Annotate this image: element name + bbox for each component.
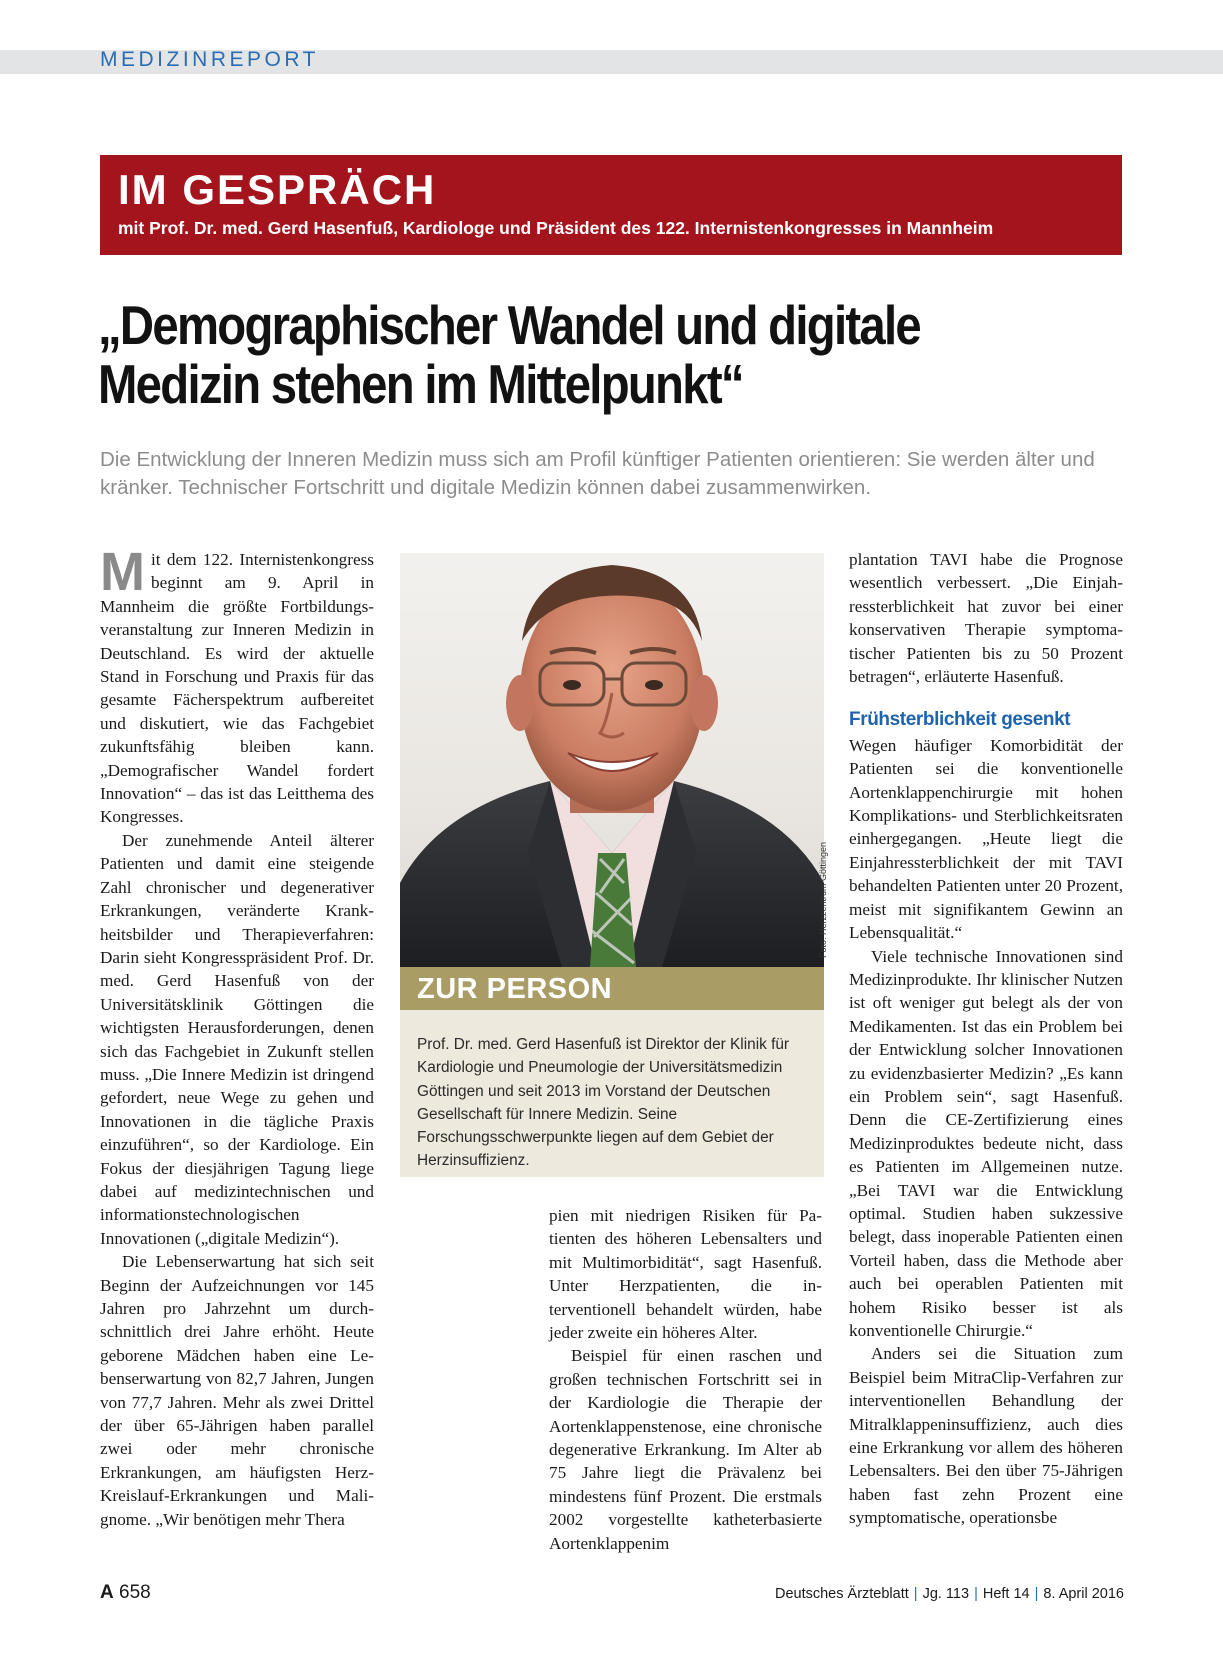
section-label: MEDIZINREPORT — [100, 48, 319, 71]
issue-date: 8. April 2016 — [1043, 1586, 1124, 1602]
person-box-text: Prof. Dr. med. Gerd Hasenfuß ist Direktor der Klinik für Kardiologie und Pneumologie der Universitätsmedizin Göttingen und seit 2013 im Vorstand der Deutschen Gesellschaft für Innere Medizin. Seine Forschungsschwerpunkte liegen auf dem Gebiet der Herzinsuffizienz. — [417, 1036, 790, 1170]
paragraph: Anders sei die Situation zum Beispiel beim MitraClip-Verfahren zur interventionellen Behandlung der Mitralklappeninsuffizienz, auch dies eine Erkrankung vor allem des höheren Lebensalters. Bei den über 75-Jährigen haben fast zehn Prozent eine symptomatische, operationsbe — [849, 1344, 1123, 1528]
headline-line-2: Medizin stehen im Mittelpunkt“ — [98, 353, 743, 416]
paragraph: Die Lebenserwartung hat sich seit Beginn der Aufzeichnungen vor 145 Jahren pro Jahrzehnt um durchschnittlich drei Jahre erhöht. Heute geborene Mädchen haben eine Lebenserwartung von 82,7 Jahren, Jungen von 77,7 Jahren. Mehr als zwei Drittel der über 65-Jährigen haben parallel zwei oder mehr chronische Erkrankungen, am häufigsten Herz-Kreislauf-Erkrankungen und Malignome. „Wir benötigen mehr Thera — [100, 1252, 374, 1529]
paragraph: Der zunehmende Anteil älterer Patienten und damit eine steigende Zahl chronischer und degenerativer Erkrankungen, veränderte Krankheitsbilder und Therapieverfahren: Darin sieht Kongresspräsident Prof. Dr. med. Gerd Hasenfuß von der Universitätsklinik Göttingen die wichtigsten Herausforderungen, denen sich das Fachgebiet in Zukunft stellen muss. „Die Innere Medizin ist dringend gefordert, neue Wege zu gehen und Innovationen in die tägliche Praxis einzuführen“, so der Kardiologe. Ein Fokus der diesjährigen Tagung liege dabei auf medizintechnischen und informationstechnologischen Innovationen („digitale Medizin“). — [100, 830, 374, 1248]
portrait-photo — [400, 553, 824, 967]
paragraph: plantation TAVI habe die Prognose wesentlich verbessert. „Die Einjahressterblichkeit hat zuvor bei einer konservativen Therapie symptomatischer Patienten bis zu 50 Prozent betragen“, erläuterte Hasenfuß. — [849, 550, 1123, 687]
footer-citation — [775, 1586, 1124, 1602]
divider: | — [974, 1586, 978, 1602]
person-info-box — [400, 967, 824, 1177]
person-box-title: ZUR PERSON — [417, 973, 613, 1005]
banner-title: IM GESPRÄCH — [118, 166, 437, 213]
divider: | — [1034, 1586, 1039, 1602]
paragraph: pien mit niedrigen Risiken für Patienten des höheren Lebensalters und mit Multimorbidität“, sagt Hasenfuß. Unter Herzpatienten, die interventionell behandelt würden, habe jeder zweite ein höheres Alter. — [549, 1206, 822, 1343]
divider: | — [913, 1586, 918, 1602]
journal-name: Deutsches Ärzteblatt — [774, 1586, 909, 1602]
text-column-3 — [849, 548, 1123, 1530]
page-number-value: 658 — [119, 1582, 151, 1603]
subheading: Frühsterblichkeit gesenkt — [849, 709, 1071, 731]
person-box-header — [400, 967, 824, 1010]
photo-credit: Foto: Herzzentrum Göttingen — [818, 841, 828, 958]
text-column-1 — [100, 542, 374, 1531]
issue: Heft 14 — [982, 1586, 1030, 1602]
banner-subtitle: mit Prof. Dr. med. Gerd Hasenfuß, Kardiologe und Präsident des 122. Internistenkongresses in Mannheim — [118, 218, 994, 238]
text-column-2 — [549, 1204, 822, 1555]
headline-line-1: „Demographischer Wandel und digitale — [98, 294, 920, 356]
paragraph: Viele technische Innovationen sind Medizinprodukte. Ihr klinischer Nutzen ist oft weniger gut belegt als der von Medikamenten. Ist das ein Problem bei der Entwicklung solcher Innovationen zu evidenzbasierter Medizin? „Es kann ein Problem sein“, sagt Hasenfuß. Denn die CE-Zertifizierung eines Medizinproduktes bedeute nicht, dass es Patienten im Allgemeinen nutze. „Bei TAVI war die Entwicklung optimal. Studien haben sukzessive belegt, dass inoperable Patienten einen Vorteil haben, dass die Methode aber auch bei operablen Patienten mit hohem Risiko besser ist als konventionelle Chirurgie.“ — [849, 946, 1123, 1340]
drop-cap: M — [100, 542, 145, 602]
headline — [98, 296, 984, 415]
page-number — [100, 1582, 151, 1604]
paragraph-text: it dem 122. Internistenkongress beginnt am 9. April in Mannheim die größte Fortbildungsveranstaltung zur Inneren Medizin in Deutschland. Es wird der aktuelle Stand in Forschung und Praxis für das gesamte Fächerspektrum aufbereitet und diskutiert, wie das Fachgebiet zukunftsfähig bleiben kann. „Demografischer Wandel fordert Innovation“ – das ist das Leitthema des Kongresses. — [100, 550, 374, 827]
interview-banner — [100, 155, 1122, 255]
volume: Jg. 113 — [922, 1586, 970, 1602]
paragraph — [100, 542, 374, 829]
portrait-illustration — [400, 553, 824, 967]
paragraph: Wegen häufiger Komorbidität der Patienten sei die konventionelle Aortenklappenchirurgie mit hohen Komplikations- und Sterblichkeitsraten einhergegangen. „Heute liegt die Einjahressterblichkeit der mit TAVI behandelten Patienten unter 20 Prozent, meist mit signifikantem Gewinn an Lebensqualität.“ — [849, 735, 1123, 943]
page-prefix: A — [100, 1582, 114, 1603]
lead-paragraph: Die Entwicklung der Inneren Medizin muss sich am Profil künftiger Patienten orientieren: Sie werden älter und kränker. Technischer Fortschritt und digitale Medizin können dabei zusammenwirken. — [100, 448, 1095, 500]
paragraph: Beispiel für einen raschen und großen technischen Fortschritt sei in der Kardiologie die Therapie der Aortenklappenstenose, eine chronische degenerative Erkrankung. Im Alter ab 75 Jahre liegt die Prävalenz bei mindestens fünf Prozent. Die erstmals 2002 vorgestellte katheterbasierte Aortenklappenim — [549, 1346, 822, 1553]
